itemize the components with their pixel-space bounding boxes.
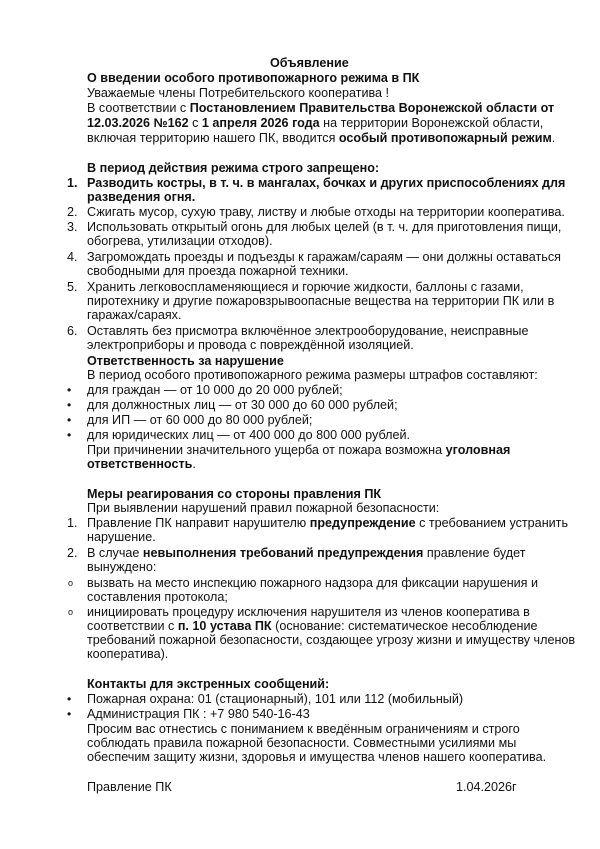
circle-bullet-icon: o xyxy=(68,607,74,617)
prohibited-item-2: Сжигать мусор, сухую траву, листву и любые отходы на территории кооператива. xyxy=(87,205,565,219)
measures-item-1-cont: нарушение. xyxy=(87,530,156,544)
fine-entrepreneurs: для ИП — от 60 000 до 80 000 рублей; xyxy=(87,413,313,427)
measures-sub-1: вызвать на место инспекцию пожарного надзора для фиксации нарушения и xyxy=(87,576,539,590)
measures-sub-2: инициировать процедуру исключения нарушителя из членов кооператива в xyxy=(87,605,530,619)
liability-intro: В период особого противопожарного режима размеры штрафов составляют: xyxy=(87,368,538,382)
liability-note xyxy=(87,443,510,457)
intro-start-date: 1 апреля 2026 года xyxy=(201,116,320,130)
measures-sub-2-cont xyxy=(87,619,538,633)
prohibited-item-3: Использовать открытый огонь для любых целей (в т. ч. для приготовления пищи, xyxy=(87,220,562,234)
list-number: 2. xyxy=(67,546,78,560)
list-number: 1. xyxy=(67,176,78,190)
prohibited-item-4: Загромождать проезды и подъезды к гаражам/сараям — они должны оставаться xyxy=(87,250,561,264)
intro-text: включая территорию нашего ПК, вводится xyxy=(87,131,339,145)
list-number: 6. xyxy=(67,324,78,338)
circle-bullet-icon: o xyxy=(68,578,74,588)
measures-text: (основание: систематическое несоблюдение xyxy=(271,619,538,633)
contact-administration: Администрация ПК : +7 980 540-16-43 xyxy=(87,707,310,721)
prohibited-item-1: Разводить костры, в т. ч. в мангалах, бочках и других приспособлениях для xyxy=(87,176,566,190)
intro-text: на территории Воронежской области, xyxy=(319,116,544,130)
liability-heading: Ответственность за нарушение xyxy=(87,354,284,368)
prohibited-heading: В период действия режима строго запрещено: xyxy=(87,161,380,175)
intro-decree-number: 12.03.2026 №162 xyxy=(87,116,189,130)
fine-legal-entities: для юридических лиц — от 400 000 до 800 000 рублей. xyxy=(87,428,410,442)
bullet-icon: • xyxy=(67,428,72,442)
closing-text: Просим вас отнестись с пониманием к введённым ограничениям и строго xyxy=(87,722,520,736)
signature: Правление ПК xyxy=(87,780,172,794)
document-date: 1.04.2026г xyxy=(456,780,517,794)
measures-warning: предупреждение xyxy=(309,516,416,530)
measures-sub-2-cont: требований пожарной безопасности, создающее угрозу жизни и имуществу членов xyxy=(87,633,576,647)
list-number: 1. xyxy=(67,516,78,530)
measures-intro: При выявлении нарушений правил пожарной безопасности: xyxy=(87,501,440,515)
fine-officials: для должностных лиц — от 30 000 до 60 000 рублей; xyxy=(87,398,398,412)
measures-text: В случае xyxy=(87,546,143,560)
document-title: Объявление xyxy=(270,56,349,70)
measures-charter-ref: п. 10 устава ПК xyxy=(177,619,272,633)
measures-item-2-cont: вынуждено: xyxy=(87,560,157,574)
measures-text: правление будет xyxy=(423,546,526,560)
liability-note-text: При причинении значительного ущерба от пожара возможна xyxy=(87,443,446,457)
measures-item-2 xyxy=(87,546,525,560)
prohibited-item-5-cont: гаражах/сараях. xyxy=(87,308,182,322)
prohibited-item-3-cont: обогрева, утилизации отходов). xyxy=(87,234,273,248)
measures-sub-1-cont: составления протокола; xyxy=(87,590,228,604)
liability-note-cont xyxy=(87,457,196,471)
measures-text: с требованием устранить xyxy=(415,516,569,530)
intro-decree: Постановлением Правительства Воронежской области от xyxy=(189,101,555,115)
intro-line-2 xyxy=(87,116,543,130)
prohibited-item-1-cont: разведения огня. xyxy=(87,190,196,204)
bullet-icon: • xyxy=(67,398,72,412)
measures-sub-2-cont: кооператива). xyxy=(87,647,169,661)
intro-text: . xyxy=(551,131,556,145)
bullet-icon: • xyxy=(67,707,72,721)
liability-note-responsibility: ответственность xyxy=(87,457,193,471)
intro-line-1 xyxy=(87,101,554,115)
measures-item-1 xyxy=(87,516,568,530)
document-subtitle: О введении особого противопожарного режима в ПК xyxy=(87,71,420,85)
list-number: 2. xyxy=(67,205,78,219)
measures-text: Правление ПК направит нарушителю xyxy=(87,516,310,530)
intro-text: В соответствии с xyxy=(87,101,190,115)
prohibited-item-6: Оставлять без присмотра включённое электрооборудование, неисправные xyxy=(87,324,529,338)
list-number: 4. xyxy=(67,250,78,264)
list-number: 5. xyxy=(67,280,78,294)
intro-text: с xyxy=(188,116,202,130)
bullet-icon: • xyxy=(67,692,72,706)
contact-fire-service: Пожарная охрана: 01 (стационарный), 101 или 112 (мобильный) xyxy=(87,692,464,706)
measures-noncompliance: невыполнения требований предупреждения xyxy=(142,546,424,560)
prohibited-item-4-cont: свободными для проезда пожарной техники. xyxy=(87,264,349,278)
bullet-icon: • xyxy=(67,413,72,427)
list-number: 3. xyxy=(67,220,78,234)
contacts-heading: Контакты для экстренных сообщений: xyxy=(87,677,330,691)
bullet-icon: • xyxy=(67,383,72,397)
prohibited-item-5: Хранить легковоспламеняющиеся и горючие жидкости, баллоны с газами, xyxy=(87,280,524,294)
measures-text: соответствии с xyxy=(87,619,178,633)
prohibited-item-5-cont: пиротехнику и другие пожаровзрывоопасные вещества на территории ПК или в xyxy=(87,294,555,308)
intro-line-3 xyxy=(87,131,555,145)
greeting: Уважаемые члены Потребительского кооператива ! xyxy=(87,86,390,100)
liability-note-text: . xyxy=(192,457,196,471)
intro-regime: особый противопожарный режим xyxy=(338,131,552,145)
liability-note-criminal: уголовная xyxy=(445,443,511,457)
closing-text-cont: соблюдать правила пожарной безопасности. Совместными усилиями мы xyxy=(87,736,517,750)
measures-heading: Меры реагирования со стороны правления ПК xyxy=(87,487,382,501)
closing-text-cont: обеспечим защиту жизни, здоровья и имущества членов нашего кооператива. xyxy=(87,750,547,764)
prohibited-item-6-cont: электроприборы и провода с повреждённой изоляцией. xyxy=(87,338,414,352)
fine-citizens: для граждан — от 10 000 до 20 000 рублей; xyxy=(87,383,343,397)
